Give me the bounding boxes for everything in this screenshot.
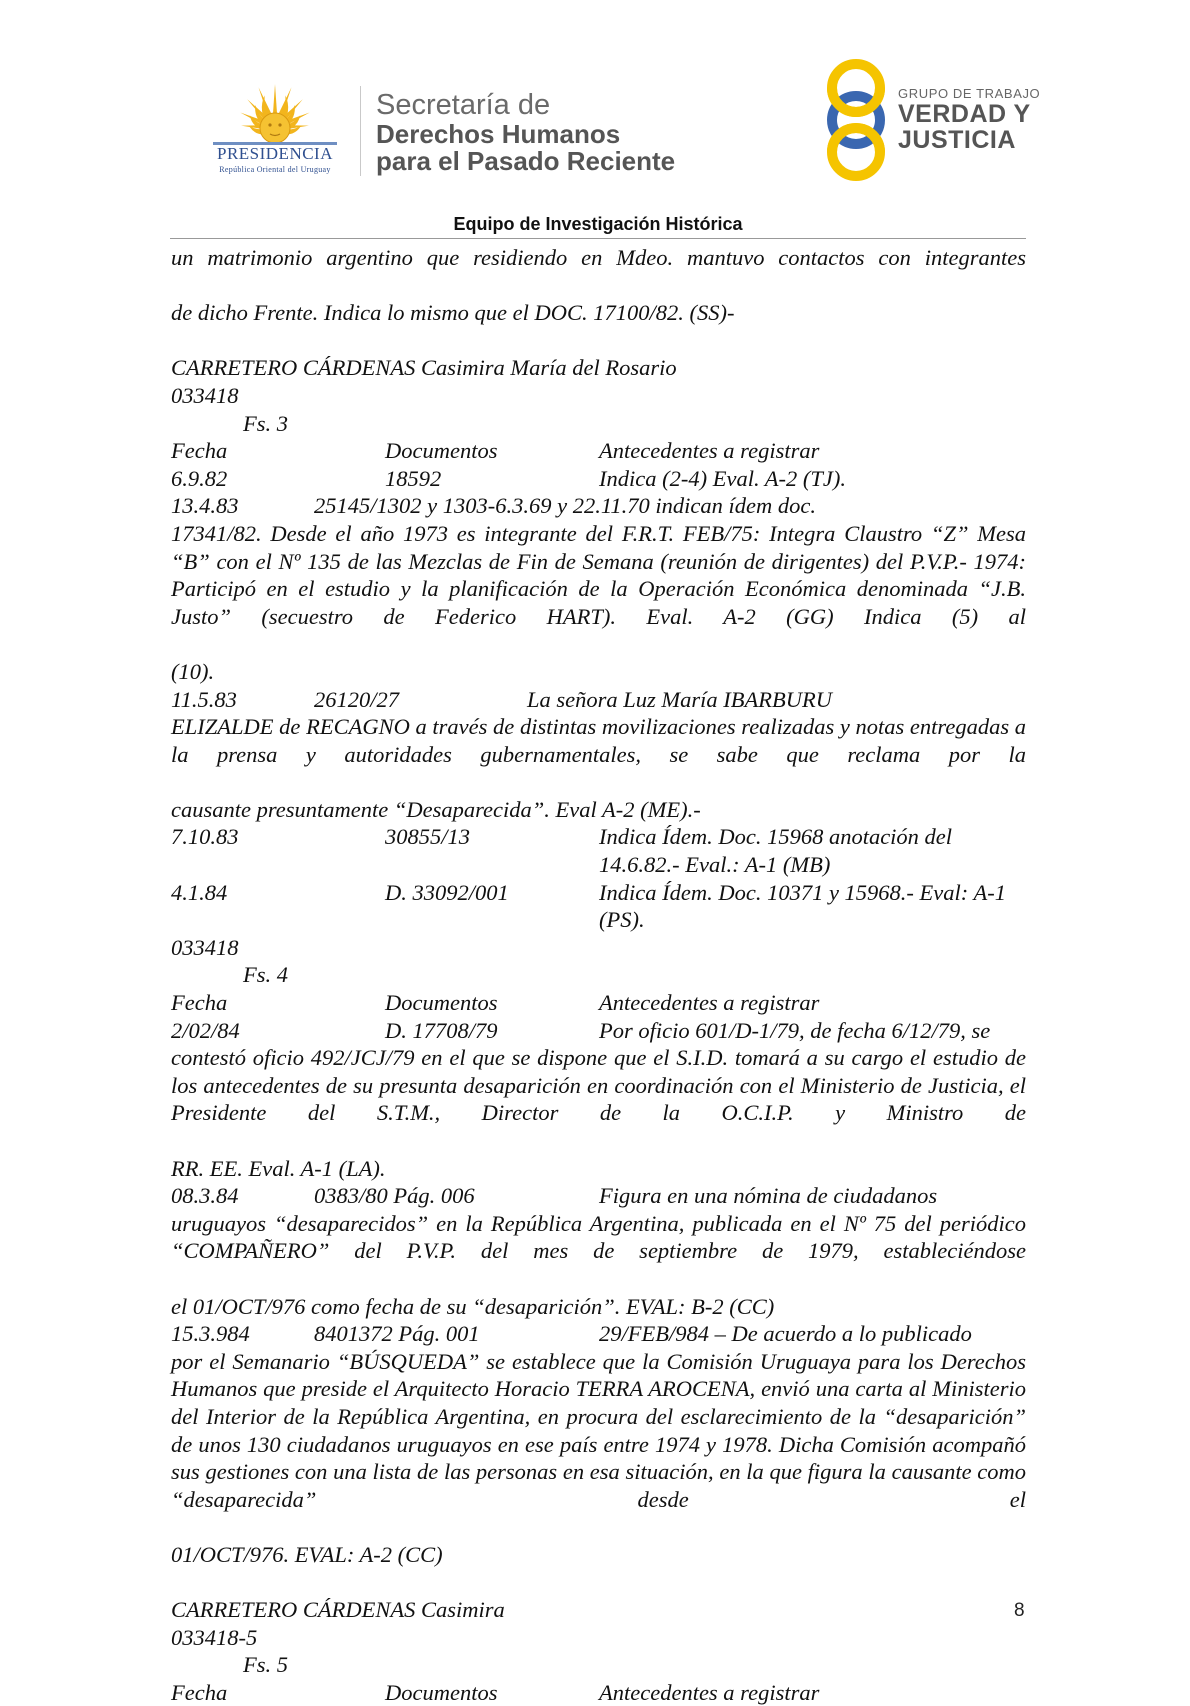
record-doc: 26120/27 [314,686,400,712]
record-paragraph: ELIZALDE de RECAGNO a través de distintas movilizaciones realizadas y notas entregadas a la prensa y autoridades gubernamentales, se sabe que reclama por la [171,714,1026,767]
col-antecedentes-header: Antecedentes a registrar [599,438,820,464]
col-documentos-header: Documentos [385,1679,498,1705]
record-text: 29/FEB/984 – De acuerdo a lo publicado [599,1321,972,1347]
record-last-line: RR. EE. Eval. A-1 (LA). [171,1155,386,1181]
record-text: Indica (2-4) Eval. A-2 (TJ). [599,465,847,491]
col-fecha-header: Fecha [171,438,228,464]
record-date: 2/02/84 [171,1017,240,1043]
presidencia-logo [196,78,354,178]
person-name-1: CARRETERO CÁRDENAS Casimira María del Rosario [171,355,677,381]
col-documentos-header: Documentos [385,438,498,464]
record-paragraph: 17341/82. Desde el año 1973 es integrante del F.R.T. FEB/75: Integra Claustro “Z” Mesa “B” con el Nº 135 de las Mezclas de Fin de Semana (reunión de dirigentes) del P.V.P.- 1974: Participó en el estudio y la planificación de la Operación Económica denominada “J.B. Justo” (secuestro de Federico HART). Eval. A-2 (GG) Indica (5) al [171,520,1026,629]
col-fecha-header: Fecha [171,990,228,1016]
record-paragraph: uruguayos “desaparecidos” en la República Argentina, publicada en el Nº 75 del periódico “COMPAÑERO” del P.V.P. del mes de septiembre de 1979, estableciéndose [171,1210,1026,1264]
verdad-justicia-text [898,86,1040,153]
record-last-line: el 01/OCT/976 como fecha de su “desaparición”. EVAL: B-2 (CC) [171,1293,775,1319]
record-paragraph: por el Semanario “BÚSQUEDA” se establece que la Comisión Uruguaya para los Derechos Humanos que preside el Arquitecto Horacio TERRA AROCENA, envió una carta al Ministerio del Interior de la República Argentina, en procura del esclarecimiento de la “desaparición” de unos 130 ciudadanos uruguayos en ese país entre 1974 y 1978. Dicha Comisión acompañó sus gestiones con una lista de las personas en esa situación, en la que figura la causante como “desaparecida” desde el [171,1348,1026,1512]
record-date: 6.9.82 [171,465,228,491]
secretaria-line-2: Derechos Humanos [376,119,621,149]
record-doc: 8401372 Pág. 001 [314,1321,480,1347]
record-text: Indica Ídem. Doc. 10371 y 15968.- Eval: A-1 (PS). [599,879,1006,933]
record-paragraph: contestó oficio 492/JCJ/79 en el que se dispone que el S.I.D. tomará a su cargo el estudio de los antecedentes de su presunta desaparición en coordinación con el Ministerio de Justicia, el Presidente del S.T.M., Director de la O.C.I.P. y Ministro de [171,1045,1026,1126]
record-row [171,879,1026,934]
record-row [171,492,1026,520]
table-header-row [171,1679,1026,1706]
record-doc: 30855/13 [385,824,471,850]
file-code-3: 033418-5 [171,1624,258,1650]
record-text: Por oficio 601/D-1/79, de fecha 6/12/79, se [599,1017,991,1043]
vyj-line-2: JUSTICIA [898,126,1016,154]
document-body [171,244,1026,1706]
record-row [171,1320,1026,1348]
col-documentos-header: Documentos [385,990,498,1016]
record-row [171,686,1026,714]
record-doc: D. 17708/79 [385,1017,498,1043]
vyj-group-label: GRUPO DE TRABAJO [898,86,1041,101]
record-date: 15.3.984 [171,1321,250,1347]
folio-4: Fs. 4 [243,962,288,988]
file-code-1: 033418 [171,382,239,408]
record-date: 08.3.84 [171,1183,239,1209]
record-last-line: 01/OCT/976. EVAL: A-2 (CC) [171,1541,443,1567]
presidencia-name: PRESIDENCIA [216,144,333,163]
record-text: Indica Ídem. Doc. 15968 anotación del 14.6.82.- Eval.: A-1 (MB) [599,824,953,878]
record-doc: 0383/80 Pág. 006 [314,1183,475,1209]
record-date: 13.4.83 [171,493,239,519]
col-antecedentes-header: Antecedentes a registrar [599,990,820,1016]
interlocked-rings-icon [818,58,898,182]
col-antecedentes-header: Antecedentes a registrar [599,1679,820,1705]
sun-emblem-icon [196,78,354,148]
secretaria-line-3: para el Pasado Reciente [376,146,676,176]
record-row [171,465,1026,493]
record-date: 11.5.83 [171,686,237,712]
record-doc: 18592 [385,465,442,491]
folio-3: Fs. 3 [243,410,288,436]
table-header-row [171,989,1026,1017]
team-heading: Equipo de Investigación Histórica [453,214,743,234]
presidencia-subtitle: República Oriental del Uruguay [219,165,331,174]
table-header-row [171,437,1026,465]
record-row [171,1182,1026,1210]
record-row [171,823,1026,878]
record-last-line: causante presuntamente “Desaparecida”. Eval A-2 (ME).- [171,796,701,822]
secretaria-logo-text [376,90,675,175]
intro-paragraph: un matrimonio argentino que residiendo en Mdeo. mantuvo contactos con integrantes [171,245,1026,270]
record-date: 7.10.83 [171,824,239,850]
record-text: Figura en una nómina de ciudadanos [599,1183,938,1209]
record-date: 4.1.84 [171,879,228,905]
col-fecha-header: Fecha [171,1679,228,1705]
page-number: 8 [1014,1600,1025,1621]
file-code-2: 033418 [171,934,239,960]
intro-last-line: de dicho Frente. Indica lo mismo que el DOC. 17100/82. (SS)- [171,300,735,326]
record-last-line: (10). [171,658,215,684]
record-doc: D. 33092/001 [385,879,509,905]
record-row [171,1017,1026,1045]
vyj-line-1: VERDAD Y [898,100,1031,128]
header-rule [170,238,1026,239]
secretaria-line-1: Secretaría de [376,89,551,121]
header-divider [360,86,361,176]
folio-5: Fs. 5 [243,1652,288,1678]
record-text: La señora Luz María IBARBURU [527,686,832,712]
person-name-2: CARRETERO CÁRDENAS Casimira [171,1597,505,1623]
record-doc: 25145/1302 y 1303-6.3.69 y 22.11.70 indican ídem doc. [314,493,817,519]
